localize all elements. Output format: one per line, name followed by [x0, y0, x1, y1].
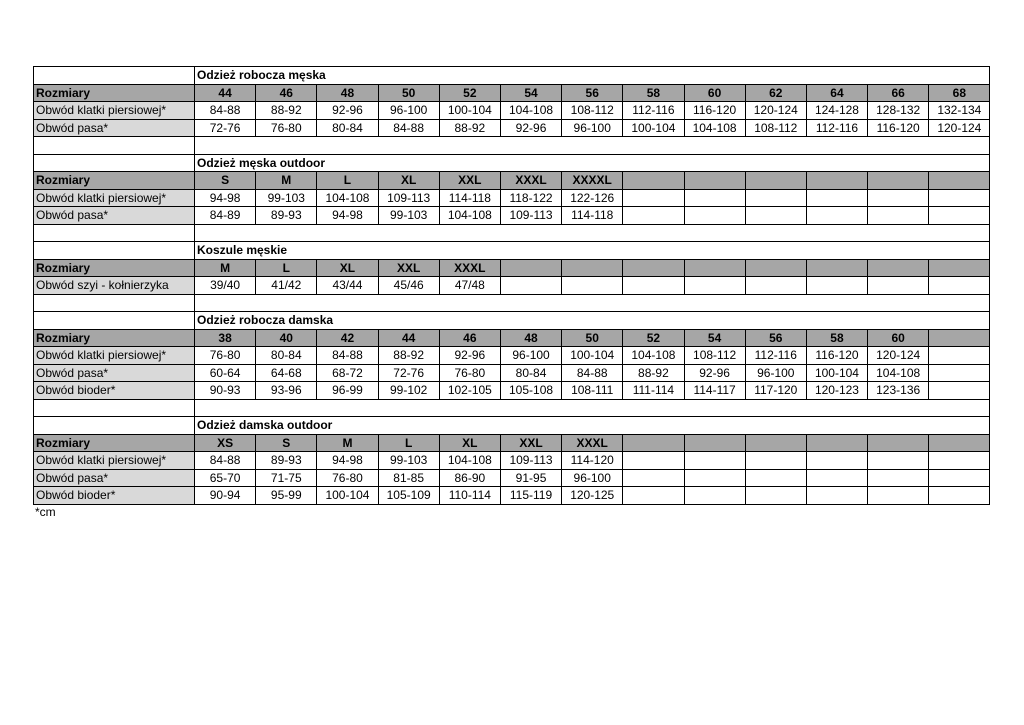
measurement-value: 100-104 — [623, 119, 684, 137]
measurement-value: 92-96 — [500, 119, 561, 137]
measurement-value: 118-122 — [500, 189, 561, 207]
empty-value-cell — [868, 469, 929, 487]
size-header-row — [34, 259, 990, 277]
measurement-value: 94-98 — [317, 207, 378, 225]
measurement-row — [34, 189, 990, 207]
empty-header-cell — [745, 259, 806, 277]
size-header-cell: M — [195, 259, 256, 277]
measurement-value: 88-92 — [439, 119, 500, 137]
measurement-value: 104-108 — [439, 452, 500, 470]
measurement-value: 72-76 — [378, 364, 439, 382]
measurement-value: 41/42 — [256, 277, 317, 295]
measurement-value: 114-120 — [562, 452, 623, 470]
measurement-value: 80-84 — [256, 347, 317, 365]
measurement-value: 76-80 — [439, 364, 500, 382]
measurement-value: 112-116 — [623, 102, 684, 120]
measurement-value: 104-108 — [868, 364, 929, 382]
empty-value-cell — [684, 207, 745, 225]
size-header-cell: XXXL — [500, 172, 561, 190]
measurement-value: 114-118 — [439, 189, 500, 207]
measurement-value: 76-80 — [195, 347, 256, 365]
size-header-cell: S — [256, 434, 317, 452]
measurement-value: 96-100 — [745, 364, 806, 382]
measurement-row — [34, 364, 990, 382]
measurement-value: 96-100 — [562, 119, 623, 137]
measurement-value: 99-102 — [378, 382, 439, 400]
measurement-value: 92-96 — [317, 102, 378, 120]
measurement-value: 110-114 — [439, 487, 500, 505]
measurement-value: 112-116 — [745, 347, 806, 365]
size-header-cell: XL — [378, 172, 439, 190]
measurement-value: 112-116 — [806, 119, 867, 137]
measurement-value: 84-89 — [195, 207, 256, 225]
empty-header-cell — [623, 434, 684, 452]
empty-value-cell — [868, 487, 929, 505]
size-header-cell: 60 — [684, 84, 745, 102]
empty-header-cell — [684, 434, 745, 452]
empty-value-cell — [929, 189, 990, 207]
size-header-cell: M — [256, 172, 317, 190]
measurement-value: 99-103 — [378, 207, 439, 225]
measurement-value: 128-132 — [868, 102, 929, 120]
measurement-value: 124-128 — [806, 102, 867, 120]
measurement-value: 71-75 — [256, 469, 317, 487]
size-header-cell: 46 — [256, 84, 317, 102]
measurement-value: 92-96 — [439, 347, 500, 365]
measurement-value: 122-126 — [562, 189, 623, 207]
empty-value-cell — [929, 347, 990, 365]
measurement-label: Obwód pasa* — [34, 469, 195, 487]
measurement-label: Obwód pasa* — [34, 207, 195, 225]
empty-header-cell — [745, 172, 806, 190]
size-header-cell: 62 — [745, 84, 806, 102]
empty-header-cell — [562, 259, 623, 277]
measurement-value: 90-94 — [195, 487, 256, 505]
section-title-row — [34, 67, 990, 85]
empty-header-cell — [623, 259, 684, 277]
size-header-cell: XXL — [500, 434, 561, 452]
measurement-row — [34, 347, 990, 365]
empty-value-cell — [623, 277, 684, 295]
empty-value-cell — [868, 207, 929, 225]
footnote-unit: *cm — [35, 505, 56, 519]
measurement-value: 95-99 — [256, 487, 317, 505]
empty-value-cell — [745, 487, 806, 505]
measurement-value: 104-108 — [317, 189, 378, 207]
measurement-value: 120-123 — [806, 382, 867, 400]
measurement-value: 123-136 — [868, 382, 929, 400]
empty-value-cell — [806, 277, 867, 295]
measurement-value: 99-103 — [378, 452, 439, 470]
title-label-cell — [34, 154, 195, 172]
spacer-cell — [195, 137, 990, 155]
spacer-row — [34, 294, 990, 312]
size-header-cell: XL — [439, 434, 500, 452]
measurement-value: 64-68 — [256, 364, 317, 382]
empty-value-cell — [868, 189, 929, 207]
header-label: Rozmiary — [34, 259, 195, 277]
measurement-value: 84-88 — [378, 119, 439, 137]
empty-value-cell — [806, 207, 867, 225]
measurement-value: 104-108 — [439, 207, 500, 225]
size-header-cell: XS — [195, 434, 256, 452]
size-header-cell: XL — [317, 259, 378, 277]
measurement-value: 116-120 — [868, 119, 929, 137]
size-header-cell: 54 — [684, 329, 745, 347]
measurement-value: 93-96 — [256, 382, 317, 400]
empty-value-cell — [868, 452, 929, 470]
measurement-value: 72-76 — [195, 119, 256, 137]
empty-header-cell — [929, 259, 990, 277]
size-header-cell: 58 — [623, 84, 684, 102]
measurement-value: 114-118 — [562, 207, 623, 225]
measurement-value: 89-93 — [256, 207, 317, 225]
spacer-row — [34, 137, 990, 155]
empty-header-cell — [868, 434, 929, 452]
title-label-cell — [34, 242, 195, 260]
empty-value-cell — [929, 382, 990, 400]
size-header-cell: 52 — [439, 84, 500, 102]
size-header-cell: 44 — [378, 329, 439, 347]
empty-value-cell — [806, 189, 867, 207]
spacer-label-cell — [34, 224, 195, 242]
measurement-value: 45/46 — [378, 277, 439, 295]
measurement-value: 96-100 — [500, 347, 561, 365]
section-title: Odzież robocza damska — [195, 312, 990, 330]
size-header-cell: 40 — [256, 329, 317, 347]
measurement-value: 92-96 — [684, 364, 745, 382]
measurement-value: 76-80 — [256, 119, 317, 137]
measurement-value: 120-124 — [929, 119, 990, 137]
spacer-cell — [195, 294, 990, 312]
size-header-cell: 46 — [439, 329, 500, 347]
empty-value-cell — [929, 277, 990, 295]
measurement-value: 94-98 — [195, 189, 256, 207]
measurement-value: 109-113 — [500, 452, 561, 470]
measurement-value: 60-64 — [195, 364, 256, 382]
size-header-cell: XXXL — [562, 434, 623, 452]
section-title: Odzież męska outdoor — [195, 154, 990, 172]
empty-value-cell — [929, 487, 990, 505]
empty-value-cell — [745, 277, 806, 295]
measurement-value: 90-93 — [195, 382, 256, 400]
size-header-cell: XXXXL — [562, 172, 623, 190]
measurement-row — [34, 119, 990, 137]
measurement-value: 89-93 — [256, 452, 317, 470]
measurement-value: 81-85 — [378, 469, 439, 487]
measurement-value: 100-104 — [562, 347, 623, 365]
measurement-value: 104-108 — [500, 102, 561, 120]
empty-value-cell — [929, 207, 990, 225]
measurement-value: 80-84 — [500, 364, 561, 382]
empty-header-cell — [745, 434, 806, 452]
measurement-value: 65-70 — [195, 469, 256, 487]
size-header-cell: 64 — [806, 84, 867, 102]
empty-header-cell — [806, 434, 867, 452]
size-header-cell: XXXL — [439, 259, 500, 277]
measurement-value: 43/44 — [317, 277, 378, 295]
size-header-cell: S — [195, 172, 256, 190]
empty-value-cell — [806, 469, 867, 487]
measurement-value: 99-103 — [256, 189, 317, 207]
header-label: Rozmiary — [34, 172, 195, 190]
spacer-label-cell — [34, 137, 195, 155]
measurement-value: 100-104 — [317, 487, 378, 505]
measurement-value: 108-111 — [562, 382, 623, 400]
measurement-label: Obwód bioder* — [34, 487, 195, 505]
empty-value-cell — [929, 452, 990, 470]
empty-header-cell — [684, 259, 745, 277]
empty-header-cell — [868, 172, 929, 190]
size-header-cell: 38 — [195, 329, 256, 347]
empty-value-cell — [684, 452, 745, 470]
measurement-value: 84-88 — [317, 347, 378, 365]
measurement-label: Obwód pasa* — [34, 119, 195, 137]
empty-header-cell — [806, 259, 867, 277]
spacer-row — [34, 399, 990, 417]
size-header-cell: 54 — [500, 84, 561, 102]
section-title-row — [34, 417, 990, 435]
size-header-cell: L — [256, 259, 317, 277]
measurement-value: 114-117 — [684, 382, 745, 400]
title-label-cell — [34, 417, 195, 435]
empty-value-cell — [623, 452, 684, 470]
empty-header-cell — [806, 172, 867, 190]
empty-value-cell — [929, 364, 990, 382]
section-title: Odzież damska outdoor — [195, 417, 990, 435]
empty-value-cell — [745, 452, 806, 470]
size-header-cell: 48 — [500, 329, 561, 347]
empty-value-cell — [623, 189, 684, 207]
size-header-cell: 42 — [317, 329, 378, 347]
measurement-label: Obwód szyi - kołnierzyka — [34, 277, 195, 295]
measurement-value: 68-72 — [317, 364, 378, 382]
measurement-value: 132-134 — [929, 102, 990, 120]
size-header-cell: XXL — [378, 259, 439, 277]
empty-value-cell — [745, 469, 806, 487]
measurement-value: 108-112 — [684, 347, 745, 365]
header-label: Rozmiary — [34, 434, 195, 452]
spacer-row — [34, 224, 990, 242]
measurement-value: 100-104 — [439, 102, 500, 120]
measurement-label: Obwód klatki piersiowej* — [34, 102, 195, 120]
measurement-value: 86-90 — [439, 469, 500, 487]
measurement-value: 105-108 — [500, 382, 561, 400]
measurement-row — [34, 277, 990, 295]
spacer-label-cell — [34, 399, 195, 417]
measurement-row — [34, 452, 990, 470]
empty-value-cell — [623, 207, 684, 225]
empty-value-cell — [745, 189, 806, 207]
size-header-cell: 66 — [868, 84, 929, 102]
empty-value-cell — [684, 189, 745, 207]
section-title: Koszule męskie — [195, 242, 990, 260]
size-header-cell: 52 — [623, 329, 684, 347]
size-chart-table — [33, 66, 990, 505]
empty-value-cell — [623, 469, 684, 487]
measurement-value: 117-120 — [745, 382, 806, 400]
size-header-cell: 50 — [562, 329, 623, 347]
measurement-value: 80-84 — [317, 119, 378, 137]
size-header-cell: XXL — [439, 172, 500, 190]
size-header-cell: L — [317, 172, 378, 190]
size-header-row — [34, 329, 990, 347]
size-header-cell: M — [317, 434, 378, 452]
section-title-row — [34, 312, 990, 330]
size-header-cell: 68 — [929, 84, 990, 102]
empty-header-cell — [500, 259, 561, 277]
empty-header-cell — [868, 259, 929, 277]
empty-header-cell — [929, 172, 990, 190]
spacer-cell — [195, 224, 990, 242]
size-header-cell: 60 — [868, 329, 929, 347]
measurement-value: 120-124 — [868, 347, 929, 365]
empty-value-cell — [500, 277, 561, 295]
size-header-cell: 56 — [745, 329, 806, 347]
measurement-value: 120-124 — [745, 102, 806, 120]
measurement-value: 116-120 — [684, 102, 745, 120]
spacer-label-cell — [34, 294, 195, 312]
measurement-value: 76-80 — [317, 469, 378, 487]
measurement-value: 100-104 — [806, 364, 867, 382]
header-label: Rozmiary — [34, 84, 195, 102]
section-title-row — [34, 154, 990, 172]
measurement-value: 88-92 — [378, 347, 439, 365]
size-header-row — [34, 434, 990, 452]
measurement-value: 84-88 — [562, 364, 623, 382]
size-header-cell: 48 — [317, 84, 378, 102]
empty-header-cell — [929, 434, 990, 452]
measurement-value: 115-119 — [500, 487, 561, 505]
measurement-value: 120-125 — [562, 487, 623, 505]
empty-header-cell — [684, 172, 745, 190]
section-title: Odzież robocza męska — [195, 67, 990, 85]
measurement-value: 108-112 — [745, 119, 806, 137]
size-header-cell: 58 — [806, 329, 867, 347]
size-header-row — [34, 84, 990, 102]
measurement-value: 109-113 — [378, 189, 439, 207]
measurement-row — [34, 487, 990, 505]
size-header-cell: 44 — [195, 84, 256, 102]
title-label-cell — [34, 312, 195, 330]
empty-value-cell — [868, 277, 929, 295]
measurement-value: 91-95 — [500, 469, 561, 487]
measurement-label: Obwód pasa* — [34, 364, 195, 382]
measurement-value: 102-105 — [439, 382, 500, 400]
measurement-value: 104-108 — [623, 347, 684, 365]
measurement-value: 116-120 — [806, 347, 867, 365]
measurement-label: Obwód klatki piersiowej* — [34, 452, 195, 470]
measurement-value: 84-88 — [195, 452, 256, 470]
empty-value-cell — [929, 469, 990, 487]
measurement-label: Obwód bioder* — [34, 382, 195, 400]
measurement-value: 104-108 — [684, 119, 745, 137]
measurement-row — [34, 207, 990, 225]
measurement-value: 47/48 — [439, 277, 500, 295]
size-header-cell: 50 — [378, 84, 439, 102]
measurement-row — [34, 469, 990, 487]
empty-value-cell — [684, 277, 745, 295]
measurement-value: 96-100 — [378, 102, 439, 120]
measurement-label: Obwód klatki piersiowej* — [34, 189, 195, 207]
empty-value-cell — [806, 487, 867, 505]
measurement-value: 84-88 — [195, 102, 256, 120]
size-header-row — [34, 172, 990, 190]
empty-value-cell — [684, 487, 745, 505]
measurement-value: 88-92 — [256, 102, 317, 120]
measurement-label: Obwód klatki piersiowej* — [34, 347, 195, 365]
measurement-row — [34, 382, 990, 400]
measurement-row — [34, 102, 990, 120]
measurement-value: 94-98 — [317, 452, 378, 470]
measurement-value: 96-100 — [562, 469, 623, 487]
measurement-value: 108-112 — [562, 102, 623, 120]
header-label: Rozmiary — [34, 329, 195, 347]
measurement-value: 88-92 — [623, 364, 684, 382]
size-header-cell: L — [378, 434, 439, 452]
empty-header-cell — [623, 172, 684, 190]
empty-value-cell — [745, 207, 806, 225]
title-label-cell — [34, 67, 195, 85]
measurement-value: 111-114 — [623, 382, 684, 400]
spacer-cell — [195, 399, 990, 417]
empty-value-cell — [562, 277, 623, 295]
empty-value-cell — [684, 469, 745, 487]
section-title-row — [34, 242, 990, 260]
empty-value-cell — [623, 487, 684, 505]
measurement-value: 109-113 — [500, 207, 561, 225]
size-header-cell: 56 — [562, 84, 623, 102]
empty-header-cell — [929, 329, 990, 347]
empty-value-cell — [806, 452, 867, 470]
measurement-value: 39/40 — [195, 277, 256, 295]
measurement-value: 105-109 — [378, 487, 439, 505]
measurement-value: 96-99 — [317, 382, 378, 400]
